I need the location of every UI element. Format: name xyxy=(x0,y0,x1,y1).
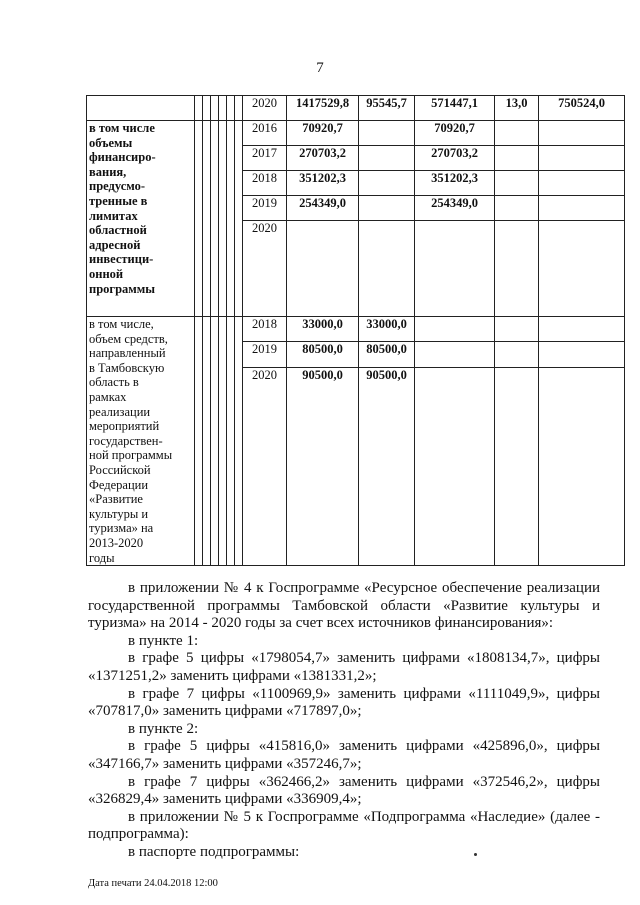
paragraph: в пункте 2: xyxy=(128,720,199,737)
value-cell: 95545,7 xyxy=(359,96,415,121)
year-cell: 2018 xyxy=(243,171,287,196)
value-cell: 254349,0 xyxy=(415,196,495,221)
value-cell: 351202,3 xyxy=(415,171,495,196)
value-cell: 254349,0 xyxy=(287,196,359,221)
value-cell: 571447,1 xyxy=(415,96,495,121)
value-cell: 70920,7 xyxy=(415,121,495,146)
value-cell: 270703,2 xyxy=(287,146,359,171)
paragraph: в графе 5 цифры «1798054,7» заменить цифрами «1808134,7», цифры «1371251,2» заменить цифрами «1381331,2»; xyxy=(88,650,600,684)
financing-table xyxy=(86,95,625,566)
year-cell: 2017 xyxy=(243,146,287,171)
year-cell: 2016 xyxy=(243,121,287,146)
paragraph: в паспорте подпрограммы: xyxy=(128,843,300,860)
value-cell: 351202,3 xyxy=(287,171,359,196)
page-number: 7 xyxy=(316,60,324,76)
paragraph: в приложении № 5 к Госпрограмме «Подпрограмма «Наследие» (далее - подпрограмма): xyxy=(88,808,600,843)
table-row xyxy=(87,121,625,146)
year-cell: 2019 xyxy=(243,196,287,221)
value-cell: 270703,2 xyxy=(415,146,495,171)
table-row xyxy=(87,96,625,121)
year-cell: 2020 xyxy=(243,367,287,565)
year-cell: 2020 xyxy=(243,221,287,317)
value-cell: 70920,7 xyxy=(287,121,359,146)
year-cell: 2018 xyxy=(243,317,287,342)
paragraph: в графе 7 цифры «1100969,9» заменить цифрами «1111049,9», цифры «707817,0» заменить цифрами «717897,0»; xyxy=(88,685,600,720)
paragraph: в приложении № 4 к Госпрограмме «Ресурсное обеспечение реализации государственной программы Тамбовской области «Развитие культуры и туризма» на 2014 - 2020 годы за счет всех источников финансирования»: xyxy=(88,580,600,632)
print-date-footer: Дата печати 24.04.2018 12:00 xyxy=(88,878,218,889)
paragraph: в пункте 1: xyxy=(128,632,199,649)
amendment-text xyxy=(88,580,600,862)
value-cell: 90500,0 xyxy=(359,367,415,565)
ink-dot xyxy=(474,853,477,856)
value-cell: 33000,0 xyxy=(359,317,415,342)
value-cell: 80500,0 xyxy=(359,342,415,367)
year-cell: 2020 xyxy=(243,96,287,121)
value-cell: 1417529,8 xyxy=(287,96,359,121)
paragraph: в графе 7 цифры «362466,2» заменить цифрами «372546,2», цифры «326829,4» заменить цифрами «336909,4»; xyxy=(88,773,600,808)
year-cell: 2019 xyxy=(243,342,287,367)
paragraph: в графе 5 цифры «415816,0» заменить цифрами «425896,0», цифры «347166,7» заменить цифрами «357246,7»; xyxy=(88,738,600,772)
table-row xyxy=(87,317,625,342)
value-cell: 13,0 xyxy=(495,96,539,121)
row-description: в том числе объемы финансиро- вания, предусмо- тренные в лимитах областной адресной инвестици- онной программы xyxy=(87,121,195,317)
value-cell: 33000,0 xyxy=(287,317,359,342)
value-cell: 80500,0 xyxy=(287,342,359,367)
row-description: в том числе, объем средств, направленный в Тамбовскую область в рамках реализации мероприятий государствен- ной программы Российской Федерации «Развитие культуры и туризма» на 2013-2020 годы xyxy=(87,317,195,566)
value-cell: 90500,0 xyxy=(287,367,359,565)
value-cell: 750524,0 xyxy=(539,96,625,121)
